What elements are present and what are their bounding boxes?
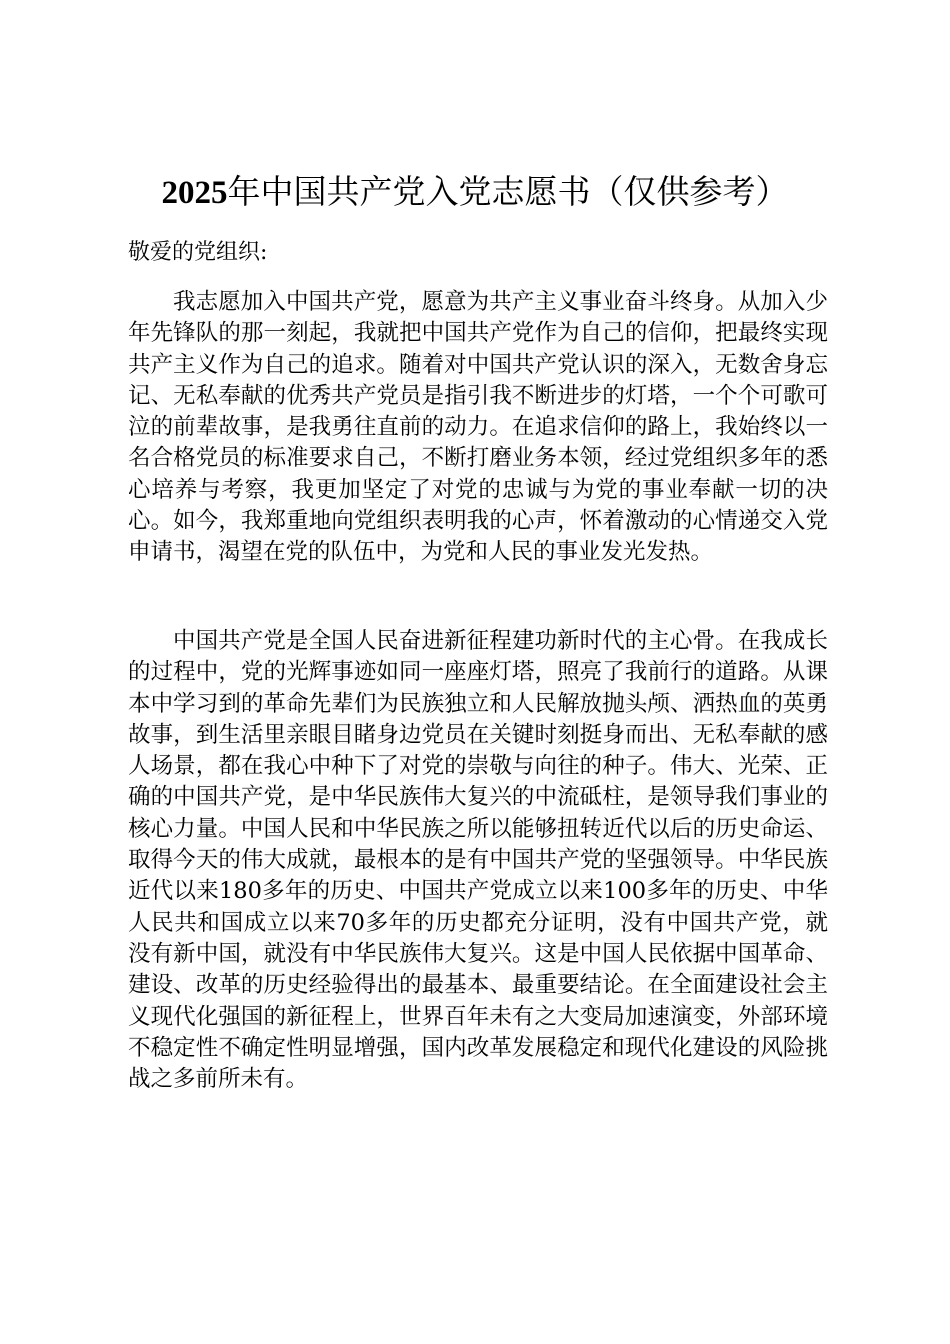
document-title [0, 168, 950, 217]
body-paragraph-1: 我志愿加入中国共产党，愿意为共产主义事业奋斗终身。从加入少年先锋队的那一刻起，我就把中国共产党作为自己的信仰，把最终实现共产主义作为自己的追求。随着对中国共产党认识的深入，无数舍身忘记、无私奉献的优秀共产党员是指引我不断进步的灯塔，一个个可歌可泣的前辈故事，是我勇往直前的动力。在追求信仰的路上，我始终以一名合格党员的标准要求自己，不断打磨业务本领，经过党组织多年的悉心培养与考察，我更加坚定了对党的忠诚与为党的事业奉献一切的决心。如今，我郑重地向党组织表明我的心声，怀着激动的心情递交入党申请书，渴望在党的队伍中，为党和人民的事业发光发热。 [128, 289, 828, 566]
title-text: 年中国共产党入党志愿书（仅供参考） [227, 172, 789, 211]
body-paragraph-2: 中国共产党是全国人民奋进新征程建功新时代的主心骨。在我成长的过程中，党的光辉事迹如同一座座灯塔，照亮了我前行的道路。从课本中学习到的革命先辈们为民族独立和人民解放抛头颅、洒热血的英勇故事，到生活里亲眼目睹身边党员在关键时刻挺身而出、无私奉献的感人场景，都在我心中种下了对党的崇敬与向往的种子。伟大、光荣、正确的中国共产党，是中华民族伟大复兴的中流砥柱，是领导我们事业的核心力量。中国人民和中华民族之所以能够扭转近代以后的历史命运、取得今天的伟大成就，最根本的是有中国共产党的坚强领导。中华民族近代以来180多年的历史、中国共产党成立以来100多年的历史、中华人民共和国成立以来70多年的历史都充分证明，没有中国共产党，就没有新中国，就没有中华民族伟大复兴。这是中国人民依据中国革命、建设、改革的历史经验得出的最基本、最重要结论。在全面建设社会主义现代化强国的新征程上，世界百年未有之大变局加速演变，外部环境不稳定性不确定性明显增强，国内改革发展稳定和现代化建设的风险挑战之多前所未有。 [128, 628, 828, 1093]
salutation: 敬爱的党组织: [128, 240, 268, 265]
title-year: 2025 [161, 175, 228, 211]
